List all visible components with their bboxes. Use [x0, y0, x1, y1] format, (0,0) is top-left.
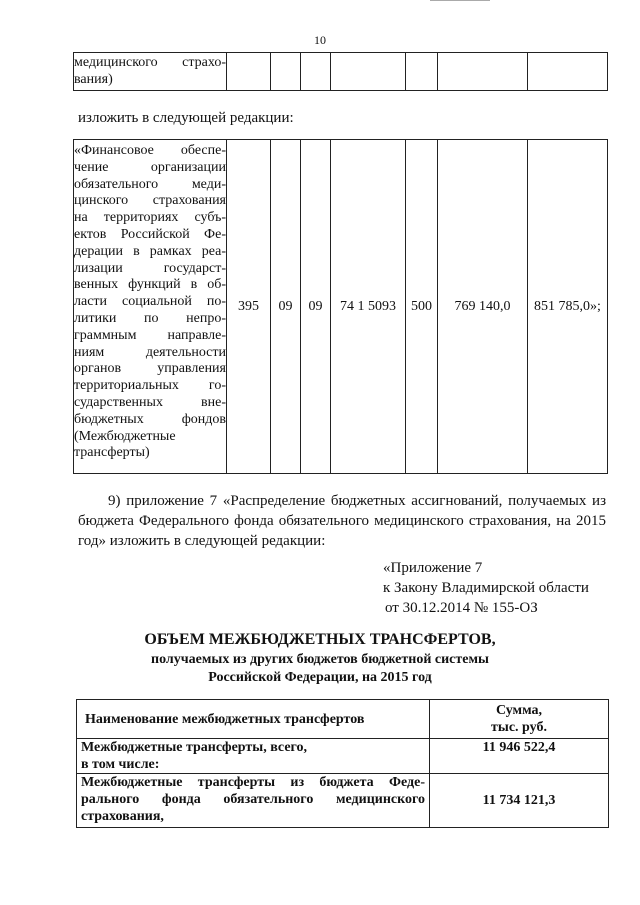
table-row — [77, 774, 609, 828]
row-value: 11 734 121,3 — [430, 774, 609, 828]
paragraph-9 — [78, 491, 606, 551]
document-subheading: Российской Федерации, на 2015 год — [208, 670, 432, 685]
name-line: граммным направле- — [74, 327, 226, 343]
paragraph-line: бюджета Федерального фонда обязательного медицинского страхования, на 2015 — [78, 513, 606, 529]
row-value: 11 946 522,4 — [430, 739, 609, 774]
row-name-line: Межбюджетные трансферты, всего, — [81, 740, 308, 755]
name-line: венных функций в об- — [74, 277, 226, 293]
name-line: ниям деятельности — [74, 344, 226, 360]
appendix-line: «Приложение 7 — [383, 560, 483, 576]
scan-edge-mark — [430, 0, 490, 1]
name-line: органов управления — [74, 361, 226, 377]
table-cell-name — [74, 140, 227, 474]
row-name — [77, 739, 430, 774]
appendix-line: от 30.12.2014 № 155-ОЗ — [385, 600, 538, 616]
table-cell-name — [74, 53, 227, 91]
name-line: территориальных го- — [74, 378, 226, 394]
name-line: «Финансовое обеспе- — [74, 143, 226, 158]
name-line: чение организации — [74, 159, 226, 175]
table-cell-type: 500 — [406, 140, 438, 474]
table-cell-code: 395 — [227, 140, 271, 474]
table-cell-target: 74 1 5093 — [331, 140, 406, 474]
name-line: обязательного меди- — [74, 176, 226, 192]
table-cell — [227, 53, 271, 91]
name-line: трансферты) — [74, 445, 150, 461]
name-line: цинского страхования — [74, 193, 226, 209]
table-cell — [438, 53, 528, 91]
table-cell — [528, 53, 608, 91]
table-cell — [406, 53, 438, 91]
header-sum-line: Сумма, — [495, 703, 543, 718]
name-line: бюджетных фондов — [74, 411, 226, 427]
row-name-line: Межбюджетные трансферты из бюджета Феде- — [81, 775, 425, 790]
table-cell-amount-old: 769 140,0 — [438, 140, 528, 474]
table-cell — [301, 53, 331, 91]
table-cell — [331, 53, 406, 91]
name-line: (Межбюджетные — [74, 428, 176, 444]
header-sum-line: тыс. руб. — [491, 720, 547, 735]
paragraph-line: 9) приложение 7 «Распределение бюджетных ассигнований, получаемых из — [108, 493, 606, 509]
row-name-line: страхования, — [81, 809, 164, 824]
table-cell-amount-new: 851 785,0»; — [528, 140, 608, 474]
table-cell-subsection: 09 — [301, 140, 331, 474]
row-name-line: в том числе: — [81, 757, 160, 772]
name-line: на территориях субъ- — [74, 210, 226, 226]
name-line: ласти социальной по- — [74, 294, 226, 310]
summary-table — [76, 699, 609, 828]
table-cell — [271, 53, 301, 91]
appendix-line: к Закону Владимирской области — [383, 580, 589, 596]
header-name: Наименование межбюджетных трансфертов — [77, 700, 430, 739]
document-subheading: получаемых из других бюджетов бюджетной системы — [151, 652, 489, 667]
name-line: сударственных вне- — [74, 394, 226, 410]
table-row — [77, 700, 609, 739]
table-row — [77, 739, 609, 774]
name-line: дерации в рамках реа- — [74, 243, 226, 259]
name-line: ектов Российской Фе- — [74, 226, 226, 242]
appendix-reference — [383, 558, 589, 618]
row-name-line: рального фонда обязательного медицинского — [81, 792, 425, 807]
table-cell-section: 09 — [271, 140, 301, 474]
cell-line: медицинского страхо- — [74, 54, 226, 70]
page-number: 10 — [314, 33, 326, 47]
row-name — [77, 774, 430, 828]
table-fragment-top — [73, 52, 608, 91]
table-fragment-main — [73, 139, 608, 474]
cell-line: вания) — [74, 71, 113, 87]
intro-text: изложить в следующей редакции: — [78, 110, 294, 126]
header-sum — [430, 700, 609, 739]
name-line: лизации государст- — [74, 260, 226, 276]
document-heading: ОБЪЕМ МЕЖБЮДЖЕТНЫХ ТРАНСФЕРТОВ, — [144, 631, 496, 648]
paragraph-line: год» изложить в следующей редакции: — [78, 533, 326, 549]
name-lines — [74, 143, 226, 462]
name-line: литики по непро- — [74, 310, 226, 326]
